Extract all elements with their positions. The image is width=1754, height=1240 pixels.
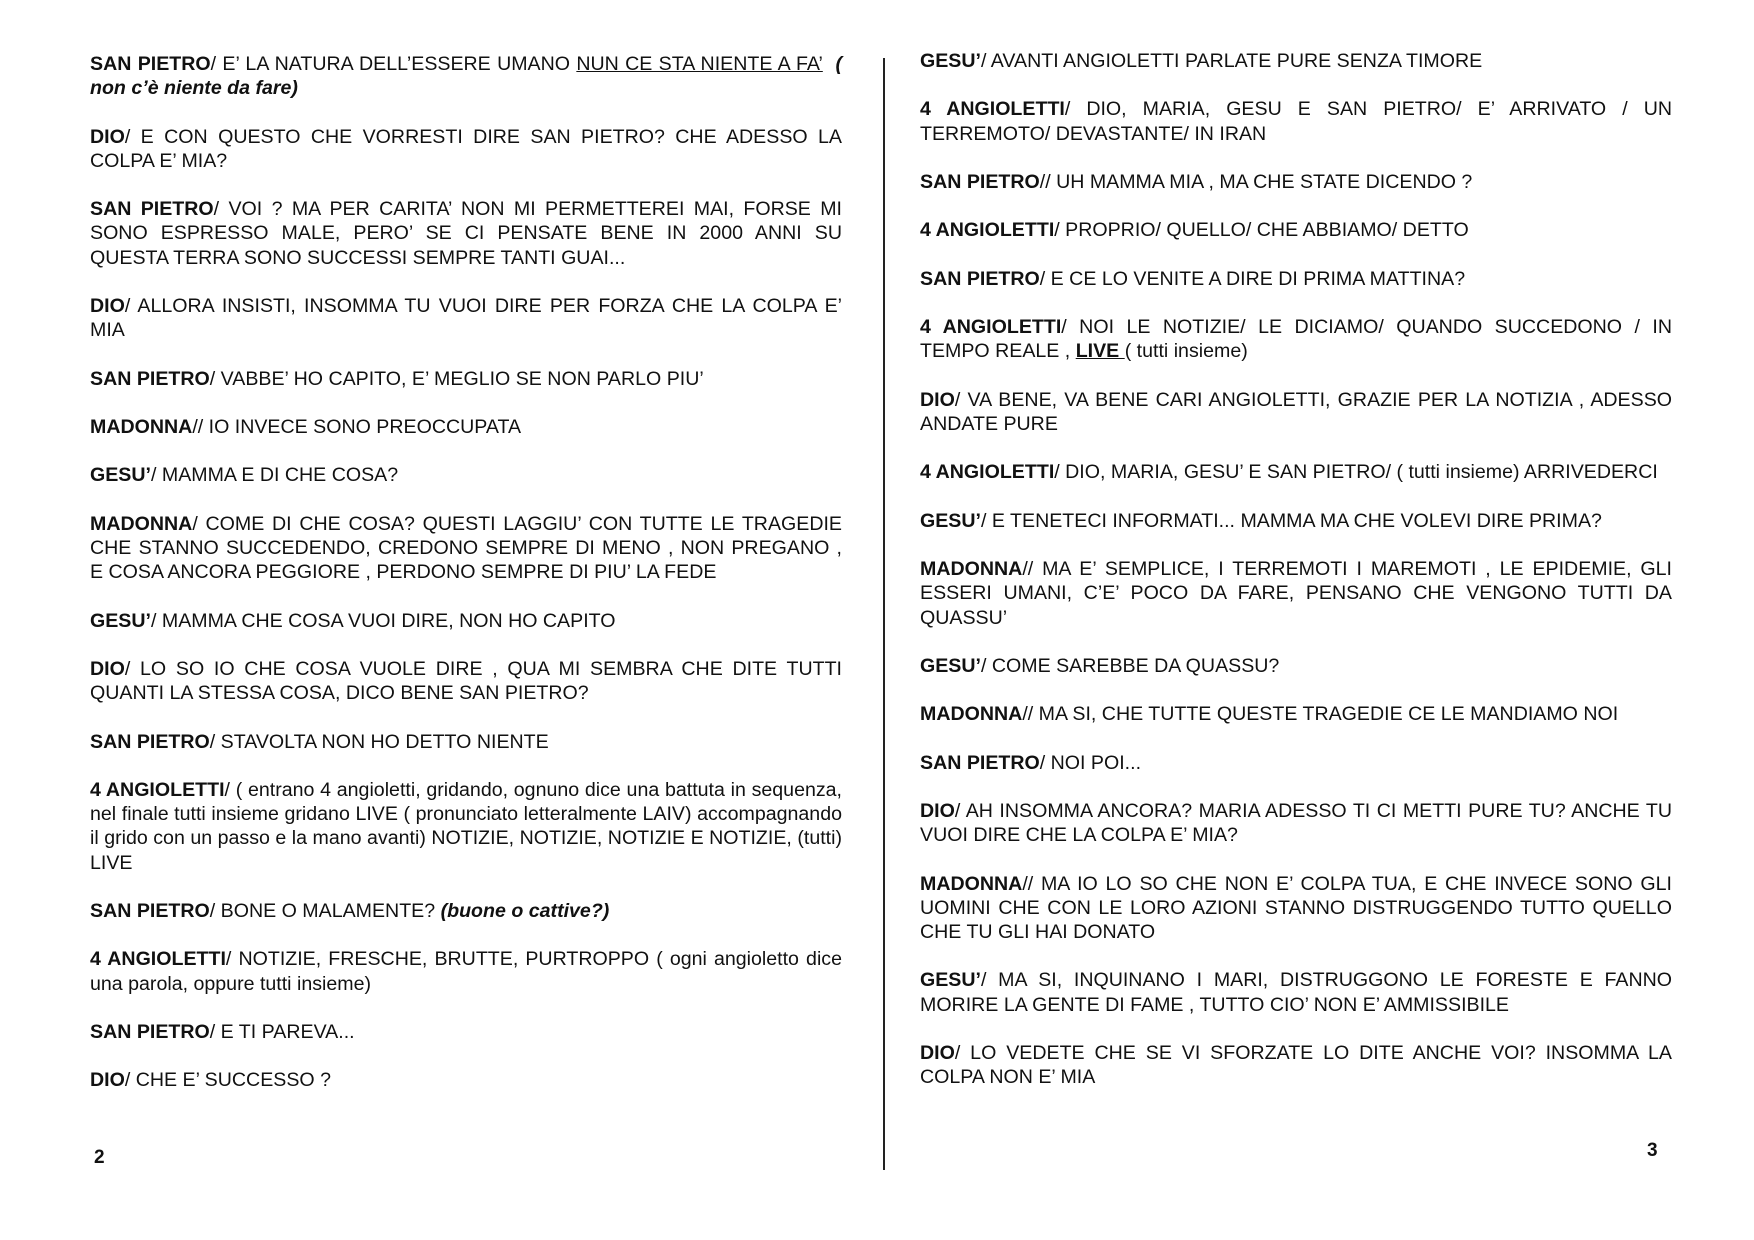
dialogue-line bbox=[920, 654, 1672, 678]
speaker-name: MADONNA bbox=[920, 872, 1023, 895]
speaker-name: 4 ANGIOLETTI bbox=[90, 948, 226, 971]
line-text: / NOTIZIE, FRESCHE, BRUTTE, PURTROPPO ( ogni angioletto dice una parola, oppure tutti insieme) bbox=[90, 948, 842, 995]
dialogue-line bbox=[90, 609, 842, 633]
line-text: / MAMMA E DI CHE COSA? bbox=[150, 464, 399, 487]
dialogue-line bbox=[920, 968, 1672, 1016]
line-text: / ( entrano 4 angioletti, gridando, ognuno dice una battuta in sequenza, nel finale tutti insieme gridano LIVE ( pronunciato letteralmente LAIV) accompagnando il grido con un passo e la mano avanti) NOTIZIE, NOTIZIE, NOTIZIE E NOTIZIE, (tutti) LIVE bbox=[90, 778, 843, 874]
dialogue-line bbox=[90, 730, 842, 754]
line-text: / COME SAREBBE DA QUASSU? bbox=[980, 654, 1280, 677]
line-text: / AH INSOMMA ANCORA? MARIA ADESSO TI CI METTI PURE TU? ANCHE TU VUOI DIRE CHE LA COLPA E’ MIA? bbox=[920, 800, 1672, 847]
line-text: // MA IO LO SO CHE NON E’ COLPA TUA, E CHE INVECE SONO GLI UOMINI CHE CON LE LORO AZIONI STANNO DISTRUGGENDO TUTTO QUELLO CHE TU GLI HAI DONATO bbox=[920, 872, 1672, 944]
dialogue-line bbox=[90, 294, 842, 342]
speaker-name: GESU’ bbox=[90, 609, 151, 632]
line-text: / AVANTI ANGIOLETTI PARLATE PURE SENZA TIMORE bbox=[980, 50, 1483, 72]
speaker-name: DIO bbox=[90, 657, 125, 680]
dialogue-line bbox=[920, 97, 1672, 145]
line-text: / VABBE’ HO CAPITO, E’ MEGLIO SE NON PARLO PIU’ bbox=[209, 367, 704, 390]
line-text: / ALLORA INSISTI, INSOMMA TU VUOI DIRE PER FORZA CHE LA COLPA E’ MIA bbox=[90, 294, 842, 342]
line-text: / COME DI CHE COSA? QUESTI LAGGIU’ CON TUTTE LE TRAGEDIE CHE STANNO SUCCEDENDO, CREDONO SEMPRE DI MENO , NON PREGANO , E COSA ANCORA PEGGIORE , PERDONO SEMPRE DI PIU’ LA FEDE bbox=[90, 512, 842, 584]
speaker-name: GESU’ bbox=[920, 654, 981, 677]
speaker-name: DIO bbox=[920, 388, 955, 411]
speaker-name: DIO bbox=[90, 294, 125, 317]
speaker-name: SAN PIETRO bbox=[90, 198, 214, 221]
dialogue-line bbox=[90, 197, 842, 270]
speaker-name: SAN PIETRO bbox=[920, 170, 1040, 193]
line-text: / DIO, MARIA, GESU’ E SAN PIETRO/ ( tutti insieme) ARRIVEDERCI bbox=[1054, 461, 1658, 484]
line-text: / E TENETECI INFORMATI... MAMMA MA CHE VOLEVI DIRE PRIMA? bbox=[980, 509, 1602, 532]
line-text: / LO VEDETE CHE SE VI SFORZATE LO DITE ANCHE VOI? INSOMMA LA COLPA NON E’ MIA bbox=[920, 1042, 1672, 1089]
line-text: // MA SI, CHE TUTTE QUESTE TRAGEDIE CE LE MANDIAMO NOI bbox=[1022, 703, 1619, 726]
dialogue-line bbox=[920, 751, 1672, 775]
line-text: / VA BENE, VA BENE CARI ANGIOLETTI, GRAZIE PER LA NOTIZIA , ADESSO ANDATE PURE bbox=[920, 388, 1672, 435]
speaker-name: 4 ANGIOLETTI bbox=[920, 316, 1062, 339]
speaker-name: SAN PIETRO bbox=[90, 730, 210, 753]
dialogue-line bbox=[920, 872, 1672, 945]
line-text: // MA E’ SEMPLICE, I TERREMOTI I MAREMOTI , LE EPIDEMIE, GLI ESSERI UMANI, C’E’ POCO DA FARE, PENSANO CHE VENGONO TUTTI DA QUASSU’ bbox=[920, 558, 1672, 629]
line-text: // UH MAMMA MIA , MA CHE STATE DICENDO ? bbox=[1039, 170, 1473, 193]
dialogue-line bbox=[920, 460, 1672, 484]
dialogue-line bbox=[90, 415, 842, 439]
speaker-name: MADONNA bbox=[90, 512, 193, 535]
line-text: / MAMMA CHE COSA VUOI DIRE, NON HO CAPITO bbox=[150, 609, 616, 632]
line-text: / DIO, MARIA, GESU E SAN PIETRO/ E’ ARRIVATO / UN TERREMOTO/ DEVASTANTE/ IN IRAN bbox=[920, 98, 1672, 145]
dialogue-line bbox=[920, 799, 1672, 847]
speaker-name: SAN PIETRO bbox=[920, 751, 1040, 774]
dialogue-line bbox=[920, 1041, 1672, 1089]
dialogue-line bbox=[920, 509, 1672, 533]
speaker-name: SAN PIETRO bbox=[920, 267, 1040, 290]
line-text: / NOI LE NOTIZIE/ LE DICIAMO/ QUANDO SUCCEDONO / IN TEMPO REALE , bbox=[920, 316, 1672, 363]
speaker-name: SAN PIETRO bbox=[90, 1020, 210, 1043]
speaker-name: DIO bbox=[90, 1069, 125, 1092]
line-text: / E CON QUESTO CHE VORRESTI DIRE SAN PIETRO? CHE ADESSO LA COLPA E’ MIA? bbox=[90, 125, 842, 172]
dialogue-line bbox=[90, 657, 842, 705]
line-text: / BONE O MALAMENTE? bbox=[209, 899, 441, 922]
dialogue-line bbox=[90, 512, 842, 585]
speaker-name: GESU’ bbox=[90, 464, 151, 487]
dialogue-line bbox=[920, 170, 1672, 194]
line-text: / STAVOLTA NON HO DETTO NIENTE bbox=[209, 730, 549, 753]
dialogue-line bbox=[920, 49, 1672, 73]
speaker-name: MADONNA bbox=[920, 703, 1023, 726]
dialogue-line bbox=[90, 778, 842, 875]
speaker-name: 4 ANGIOLETTI bbox=[920, 461, 1055, 484]
translation-note: (buone o cattive?) bbox=[440, 899, 610, 922]
line-text: / CHE E’ SUCCESSO ? bbox=[124, 1069, 331, 1092]
dialogue-line bbox=[920, 267, 1672, 291]
speaker-name: DIO bbox=[90, 125, 125, 148]
line-text: / E CE LO VENITE A DIRE DI PRIMA MATTINA? bbox=[1039, 267, 1466, 290]
speaker-name: GESU’ bbox=[920, 969, 981, 992]
line-text: / VOI ? MA PER CARITA’ NON MI PERMETTEREI MAI, FORSE MI SONO ESPRESSO MALE, PERO’ SE CI PENSATE BENE IN 2000 ANNI SU QUESTA TERRA SONO SUCCESSI SEMPRE TANTI GUAI... bbox=[90, 198, 842, 269]
dialogue-line bbox=[90, 463, 842, 487]
speaker-name: SAN PIETRO bbox=[90, 53, 211, 75]
dialogue-line bbox=[90, 947, 842, 995]
line-text: / LO SO IO CHE COSA VUOLE DIRE , QUA MI SEMBRA CHE DITE TUTTI QUANTI LA STESSA COSA, DICO BENE SAN PIETRO? bbox=[90, 657, 842, 705]
right-page bbox=[920, 49, 1672, 1114]
underlined-dialect-text: NUN CE STA NIENTE A FA’ bbox=[576, 53, 823, 75]
speaker-name: 4 ANGIOLETTI bbox=[920, 219, 1055, 242]
speaker-name: MADONNA bbox=[90, 415, 193, 438]
dialogue-line bbox=[90, 125, 842, 173]
dialogue-line bbox=[920, 388, 1672, 436]
speaker-name: MADONNA bbox=[920, 558, 1023, 581]
dialogue-line bbox=[920, 557, 1672, 630]
line-text: / E TI PAREVA... bbox=[209, 1020, 355, 1043]
line-text: / NOI POI... bbox=[1039, 751, 1142, 774]
dialogue-line bbox=[920, 702, 1672, 726]
translation-note: ( non c’è niente da fare) bbox=[90, 53, 842, 100]
dialogue-line bbox=[920, 315, 1672, 363]
speaker-name: DIO bbox=[920, 800, 955, 823]
page-number-right: 3 bbox=[1647, 1140, 1658, 1161]
line-text: // IO INVECE SONO PREOCCUPATA bbox=[192, 415, 522, 438]
line-text: / E’ LA NATURA DELL’ESSERE UMANO bbox=[210, 53, 577, 75]
line-text: / PROPRIO/ QUELLO/ CHE ABBIAMO/ DETTO bbox=[1054, 219, 1469, 242]
live-emphasis: LIVE bbox=[1075, 340, 1125, 363]
speaker-name: 4 ANGIOLETTI bbox=[920, 98, 1065, 121]
dialogue-line bbox=[920, 218, 1672, 242]
speaker-name: 4 ANGIOLETTI bbox=[90, 778, 225, 801]
speaker-name: SAN PIETRO bbox=[90, 899, 210, 922]
line-tail: ( tutti insieme) bbox=[1124, 340, 1248, 363]
speaker-name: GESU’ bbox=[920, 50, 981, 72]
dialogue-line bbox=[90, 1020, 842, 1044]
dialogue-line bbox=[90, 1068, 842, 1092]
dialogue-line bbox=[90, 52, 842, 100]
page-number-left: 2 bbox=[94, 1147, 105, 1168]
page-divider bbox=[883, 58, 885, 1170]
dialogue-line bbox=[90, 367, 842, 391]
speaker-name: SAN PIETRO bbox=[90, 367, 210, 390]
speaker-name: GESU’ bbox=[920, 509, 981, 532]
dialogue-line bbox=[90, 899, 842, 923]
left-page bbox=[90, 52, 842, 1117]
speaker-name: DIO bbox=[920, 1042, 955, 1065]
line-text: / MA SI, INQUINANO I MARI, DISTRUGGONO LE FORESTE E FANNO MORIRE LA GENTE DI FAME , TUTTO CIO’ NON E’ AMMISSIBILE bbox=[920, 969, 1672, 1016]
